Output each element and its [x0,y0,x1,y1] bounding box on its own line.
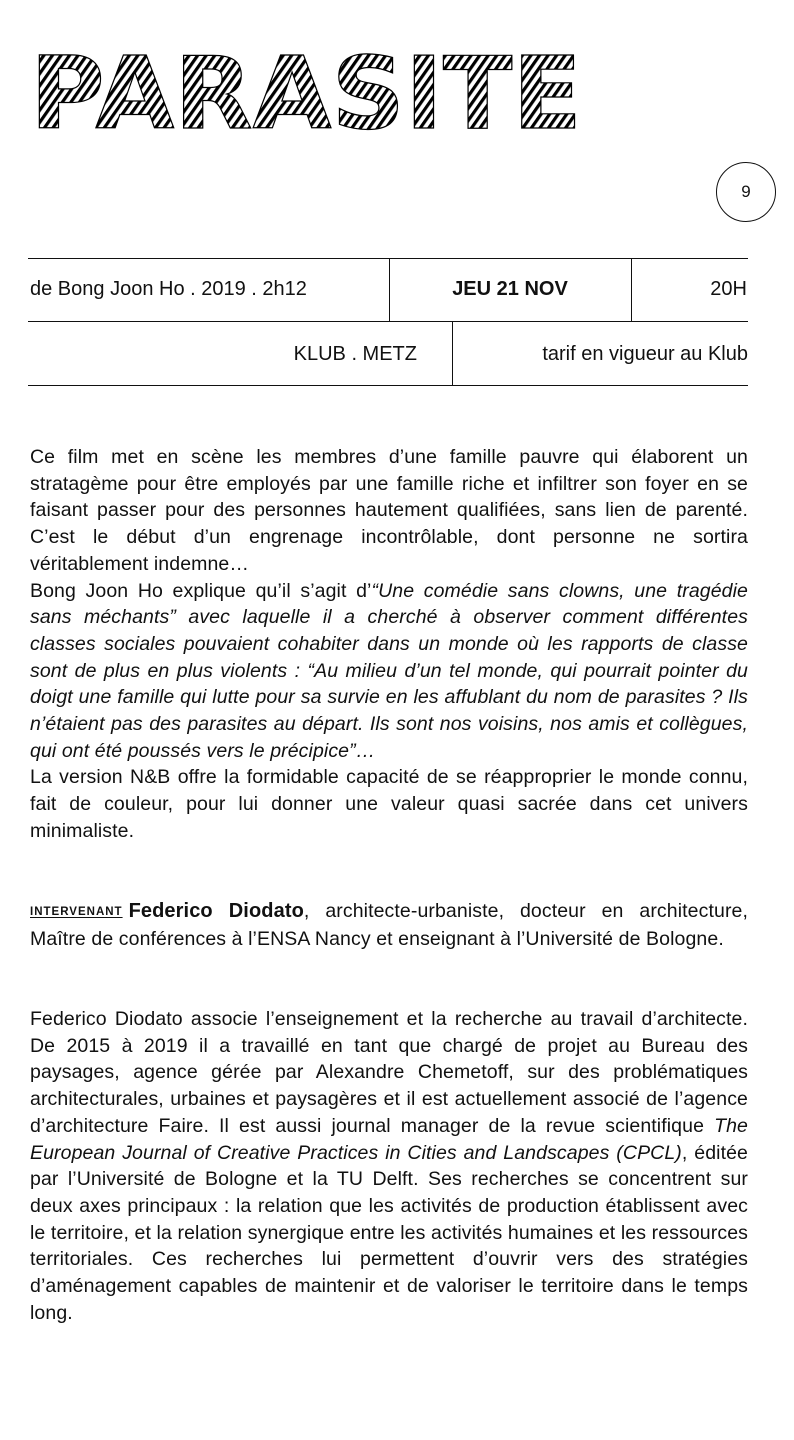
divider [28,385,748,386]
synopsis [30,444,748,845]
film-credits: de Bong Joon Ho . 2019 . 2h12 [30,278,307,300]
ticket-price: tarif en vigueur au Klub [542,343,748,365]
divider [28,258,748,259]
screening-time: 20H [710,278,747,300]
speaker-role: , architecte-urbaniste, docteur en architecture, Maître de conférences à l’ENSA Nancy et enseignant à l’Université de Bologne. [30,900,748,950]
title-graphic [30,48,590,134]
director-quote: “Une comédie sans clowns, une tragédie sans méchants” avec laquelle il a cherché à observer comment différentes classes sociales pouvaient cohabiter dans un monde où les rapports de classe sont de plus en plus violents : “Au milieu d’un tel monde, qui pourrait pointer du doigt une famille qui lutte pour sa survie en les affublant du nom de parasites ? Ils n’étaient pas des parasites au départ. Ils sont nos voisins, nos amis et collègues, qui ont été poussés vers le précipice”… [30,579,748,762]
bio-text: Federico Diodato associe l’enseignement et la recherche au travail d’architecte. De 2015 à 2019 il a travaillé en tant que chargé de projet au Bureau des paysages, agence gérée par Alexandre Chemetoff, sur des problématiques architecturales, urbaines et paysagères et il est actuellement associé de l’agence d’architecture Faire. Il est aussi journal manager de la revue scientifique [30,1008,748,1137]
divider [28,321,748,322]
venue: KLUB . METZ [293,343,417,365]
title-text: PARASITE [30,48,582,134]
synopsis-paragraph [30,578,748,765]
issue-number-badge [716,162,776,222]
film-title [30,48,590,134]
speaker-label: INTERVENANT [30,906,123,918]
bio-text: , éditée par l’Université de Bologne et la TU Delft. Ses recherches se concentrent sur deux axes principaux : la relation que les activités de production établissent avec le territoire, et la relation synergique entre les activités humaines et les ressources territoriales. Ces recherches lui permettent d’ouvrir vers des stratégies d’aménagement capables de maintenir et de valoriser le territoire dans le temps long. [30,1141,748,1324]
screening-date: JEU 21 NOV [452,278,568,300]
synopsis-paragraph: La version N&B offre la formidable capacité de se réapproprier le monde connu, fait de couleur, pour lui donner une valeur quasi sacrée dans cet univers minimaliste. [30,766,748,842]
journal-title: The European Journal of Creative Practices in Cities and Landscapes (CPCL) [30,1114,748,1164]
synopsis-paragraph: Ce film met en scène les membres d’une famille pauvre qui élaborent un stratagème pour être employés par une famille riche et infiltrer son foyer en se faisant passer pour des personnes hautement qualifiées, sans lien de parenté. C’est le début d’un engrenage incontrôlable, dont personne ne sortira véritablement indemne… [30,446,748,575]
speaker-block [30,898,748,952]
synopsis-lead: Bong Joon Ho explique qu’il s’agit d’ [30,579,372,602]
speaker-bio [30,1006,748,1326]
speaker-name: Federico Diodato [128,900,304,922]
issue-number: 9 [741,182,751,201]
